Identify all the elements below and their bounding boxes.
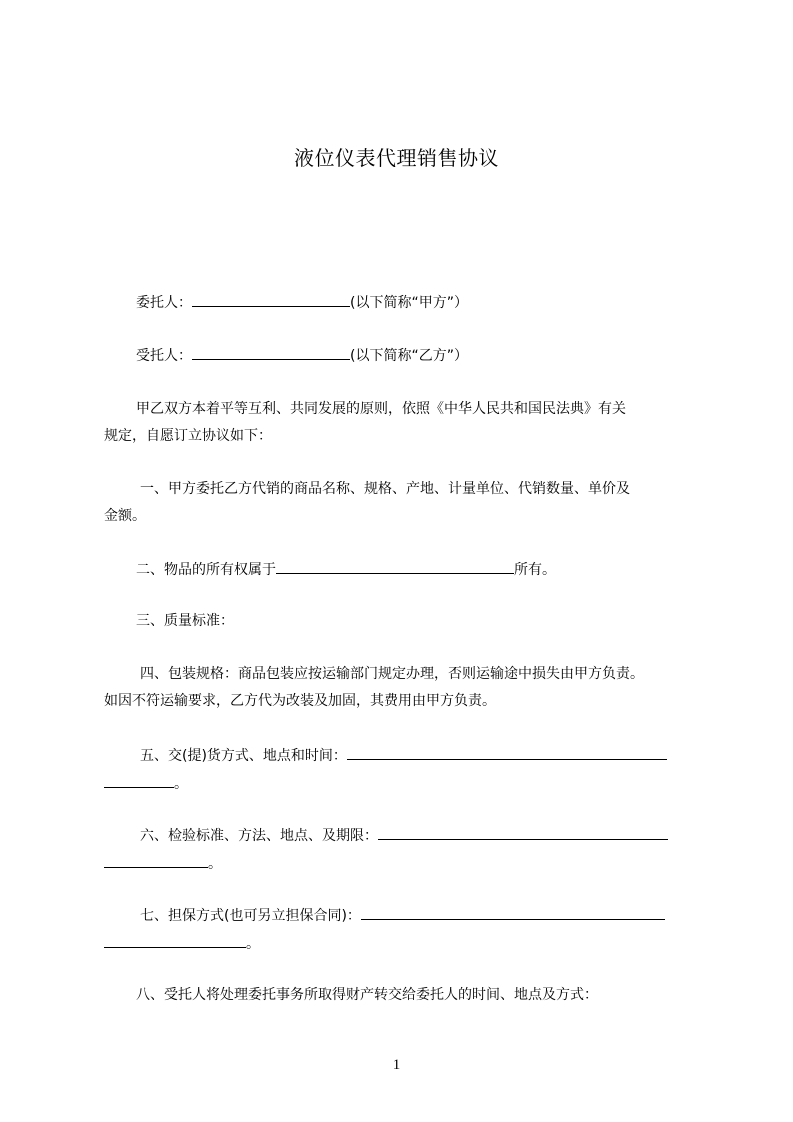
clause-7-blank-2: [104, 932, 246, 948]
clause-5-blank-2: [104, 772, 174, 788]
clause-5-line-1: [140, 744, 667, 766]
clause-2-blank: [276, 558, 514, 574]
clause-5-end: 。: [174, 776, 188, 792]
clause-5-blank-1: [347, 744, 667, 760]
clause-2-prefix: 二、物品的所有权属于: [136, 562, 276, 578]
clause-6-blank-2: [104, 852, 208, 868]
clause-1-line-1: 一、甲方委托乙方代销的商品名称、规格、产地、计量单位、代销数量、单价及: [140, 481, 630, 497]
party-b-label: 受托人：: [136, 348, 192, 364]
preamble-line-1: 甲乙双方本着平等互利、共同发展的原则，依照《中华人民共和国民法典》有关: [136, 401, 626, 417]
clause-6-prefix: 六、检验标准、方法、地点、及期限：: [140, 828, 378, 844]
clause-2-line: [136, 558, 556, 580]
clause-3-line: 三、质量标准：: [136, 613, 234, 629]
party-b-suffix: (以下简称“乙方”）: [350, 348, 468, 364]
party-b-blank: [192, 344, 350, 360]
clause-7-line-1: [140, 904, 665, 926]
page-number: 1: [392, 1057, 401, 1073]
clause-6-line-2: [104, 852, 222, 874]
clause-6-end: 。: [208, 856, 222, 872]
clause-4-line-1: 四、包装规格：商品包装应按运输部门规定办理，否则运输途中损失由甲方负责。: [140, 666, 644, 682]
clause-7-end: 。: [246, 936, 260, 952]
clause-7-prefix: 七、担保方式(也可另立担保合同)：: [140, 908, 361, 924]
party-a-label: 委托人：: [136, 295, 192, 311]
clause-6-line-1: [140, 824, 668, 846]
clause-2-suffix: 所有。: [514, 562, 556, 578]
clause-7-line-2: [104, 932, 260, 954]
clause-7-blank-1: [361, 904, 665, 920]
party-a-suffix: (以下简称“甲方”）: [350, 295, 468, 311]
clause-5-prefix: 五、交(提)货方式、地点和时间：: [140, 748, 347, 764]
clause-5-line-2: [104, 772, 188, 794]
party-b-line: [136, 344, 468, 366]
party-a-line: [136, 291, 468, 313]
clause-1-line-2: 金额。: [104, 508, 146, 524]
clause-6-blank-1: [378, 824, 668, 840]
document-title: 液位仪表代理销售协议: [294, 146, 499, 170]
clause-4-line-2: 如因不符运输要求，乙方代为改装及加固，其费用由甲方负责。: [104, 693, 496, 709]
party-a-blank: [192, 291, 350, 307]
preamble-line-2: 规定，自愿订立协议如下：: [104, 428, 272, 444]
clause-8-line: 八、受托人将处理委托事务所取得财产转交给委托人的时间、地点及方式：: [136, 987, 598, 1003]
